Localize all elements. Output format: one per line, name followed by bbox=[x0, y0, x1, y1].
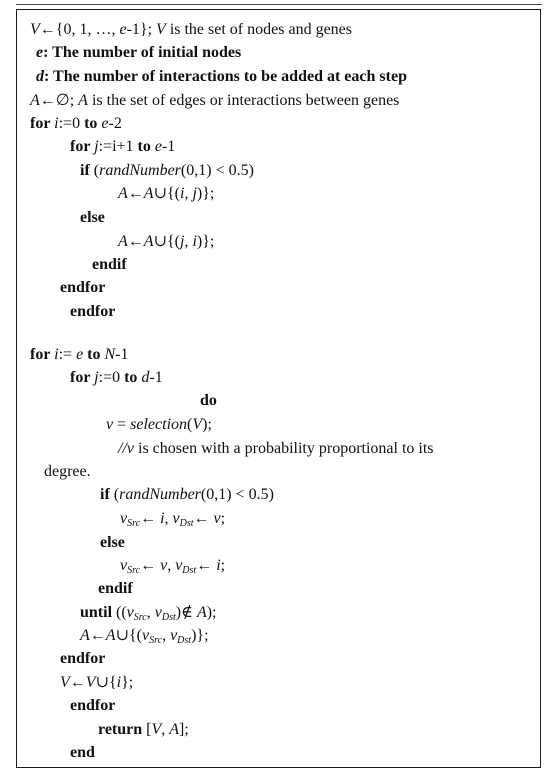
algo-line-20 bbox=[100, 485, 274, 505]
algo-line-8 bbox=[118, 184, 214, 204]
var-i: i bbox=[160, 510, 165, 527]
subscript-src: Src bbox=[149, 635, 163, 646]
text: : The number of interactions to be added at each step bbox=[44, 68, 407, 85]
keyword-endfor: endfor bbox=[60, 279, 106, 296]
text: ; bbox=[220, 557, 226, 574]
algo-line-31 bbox=[70, 743, 95, 763]
text: )}; bbox=[196, 185, 215, 202]
func-selection: selection bbox=[130, 416, 188, 433]
text: )}; bbox=[191, 627, 209, 644]
keyword-for: for bbox=[70, 138, 95, 155]
var-v: V bbox=[156, 21, 166, 38]
keyword-to: to bbox=[84, 115, 102, 132]
algo-line-23 bbox=[120, 556, 225, 576]
text: :=0 bbox=[58, 115, 85, 132]
subscript-src: Src bbox=[127, 518, 141, 529]
text: ]; bbox=[179, 721, 189, 738]
comment-marker: // bbox=[118, 440, 127, 457]
var-i: i bbox=[192, 233, 197, 250]
var-i: i bbox=[216, 557, 221, 574]
text: ∪{ bbox=[95, 674, 117, 691]
text: ← bbox=[140, 510, 161, 527]
algo-line-19 bbox=[44, 462, 91, 482]
var-d: d bbox=[36, 68, 44, 85]
algo-line-29 bbox=[70, 696, 115, 716]
func-randnumber: randNumber bbox=[99, 162, 181, 179]
var-v: v bbox=[154, 604, 162, 621]
text: )}; bbox=[196, 233, 215, 250]
algo-line-27 bbox=[60, 649, 105, 669]
algo-line-16 bbox=[200, 391, 217, 411]
text: : The number of initial nodes bbox=[43, 44, 242, 61]
keyword-endif: endif bbox=[98, 580, 133, 597]
text: , bbox=[164, 510, 173, 527]
keyword-do: do bbox=[200, 392, 217, 409]
text: = bbox=[113, 416, 131, 433]
text: ( bbox=[93, 162, 100, 179]
var-i: i bbox=[179, 185, 185, 202]
text: [ bbox=[146, 721, 152, 738]
var-v: v bbox=[160, 557, 168, 574]
algo-line-24 bbox=[98, 579, 133, 599]
var-j: j bbox=[179, 233, 185, 250]
var-d: d bbox=[141, 369, 150, 386]
text: :=i+1 bbox=[98, 138, 138, 155]
var-i: i bbox=[54, 115, 59, 132]
text: -2 bbox=[108, 115, 122, 132]
text: ; bbox=[220, 510, 226, 527]
algo-line-18 bbox=[118, 439, 434, 459]
text: ← bbox=[127, 185, 144, 202]
subscript-dst: Dst bbox=[182, 565, 197, 576]
text: -1 bbox=[115, 346, 129, 363]
var-e: e bbox=[36, 44, 44, 61]
text: is the set of nodes and genes bbox=[165, 21, 352, 38]
text: -1}; bbox=[126, 21, 157, 38]
var-a: A bbox=[80, 627, 90, 644]
var-i: i bbox=[54, 346, 59, 363]
text: , bbox=[162, 627, 171, 644]
text: , bbox=[167, 557, 176, 574]
algo-line-26 bbox=[80, 626, 209, 646]
text: , bbox=[184, 185, 193, 202]
keyword-return: return bbox=[98, 721, 147, 738]
var-a: A bbox=[30, 92, 40, 109]
var-a: A bbox=[169, 721, 180, 738]
var-a: A bbox=[143, 233, 154, 250]
text: := bbox=[58, 346, 77, 363]
keyword-to: to bbox=[83, 346, 105, 363]
text: ← bbox=[69, 674, 86, 691]
var-v: v bbox=[126, 440, 134, 457]
keyword-endfor: endfor bbox=[60, 650, 106, 667]
text: (( bbox=[116, 604, 127, 621]
var-a: A bbox=[196, 604, 207, 621]
var-a: A bbox=[105, 627, 116, 644]
text: ←∅; bbox=[39, 92, 79, 109]
algo-line-10 bbox=[118, 232, 214, 252]
top-rule bbox=[16, 4, 542, 5]
var-v: v bbox=[106, 416, 114, 433]
subscript-src: Src bbox=[133, 612, 147, 623]
text: ∪{( bbox=[153, 233, 180, 250]
text: , bbox=[161, 721, 170, 738]
algo-line-7 bbox=[80, 161, 254, 181]
algo-line-6 bbox=[70, 137, 175, 157]
algo-line-3 bbox=[36, 67, 407, 87]
var-v: V bbox=[85, 674, 96, 691]
algo-line-17 bbox=[106, 415, 212, 435]
algo-line-21 bbox=[120, 509, 225, 529]
var-a: A bbox=[143, 185, 154, 202]
var-v: v bbox=[120, 557, 128, 574]
algo-line-15 bbox=[70, 368, 163, 388]
keyword-endfor: endfor bbox=[70, 697, 116, 714]
var-i: i bbox=[116, 674, 122, 691]
algo-line-1 bbox=[30, 20, 352, 40]
keyword-for: for bbox=[70, 369, 95, 386]
text: ←{0, 1, …, bbox=[39, 21, 120, 38]
text: (0,1) < 0.5) bbox=[180, 162, 254, 179]
text: ); bbox=[202, 416, 212, 433]
text: ∪{( bbox=[115, 627, 142, 644]
subscript-dst: Dst bbox=[177, 635, 192, 646]
algo-line-12 bbox=[60, 278, 105, 298]
algo-line-9 bbox=[80, 208, 105, 228]
var-v: V bbox=[192, 416, 203, 433]
keyword-else: else bbox=[80, 209, 105, 226]
keyword-until: until bbox=[80, 604, 117, 621]
var-a: A bbox=[78, 92, 88, 109]
var-v: v bbox=[213, 510, 221, 527]
var-a: A bbox=[118, 185, 128, 202]
keyword-to: to bbox=[124, 369, 142, 386]
comment-text: is chosen with a probability proportional to its bbox=[134, 440, 434, 457]
text: , bbox=[146, 604, 155, 621]
text: is the set of edges or interactions between genes bbox=[87, 92, 400, 109]
var-v: V bbox=[30, 21, 40, 38]
comment-text: degree. bbox=[44, 463, 91, 480]
var-v: v bbox=[120, 510, 128, 527]
algo-line-5 bbox=[30, 114, 122, 134]
subscript-dst: Dst bbox=[179, 518, 194, 529]
var-v: V bbox=[60, 674, 70, 691]
algo-line-25 bbox=[80, 603, 217, 623]
text: ← bbox=[140, 557, 161, 574]
keyword-else: else bbox=[100, 534, 125, 551]
subscript-src: Src bbox=[127, 565, 141, 576]
subscript-dst: Dst bbox=[161, 612, 176, 623]
text: ); bbox=[206, 604, 217, 621]
algo-line-4 bbox=[30, 91, 399, 111]
keyword-endif: endif bbox=[92, 256, 127, 273]
var-e: e bbox=[119, 21, 127, 38]
text: }; bbox=[121, 674, 134, 691]
text: -1 bbox=[161, 138, 176, 155]
var-v: v bbox=[170, 627, 178, 644]
var-v: V bbox=[151, 721, 162, 738]
text: ← bbox=[127, 233, 144, 250]
text: ← bbox=[196, 557, 217, 574]
keyword-endfor: endfor bbox=[70, 303, 116, 320]
keyword-for: for bbox=[30, 115, 55, 132]
func-randnumber: randNumber bbox=[119, 486, 201, 503]
var-j: j bbox=[192, 185, 197, 202]
algo-line-30 bbox=[98, 720, 189, 740]
keyword-to: to bbox=[137, 138, 155, 155]
var-v: v bbox=[172, 510, 180, 527]
var-j: j bbox=[94, 138, 99, 155]
var-v: v bbox=[175, 557, 183, 574]
algo-line-11 bbox=[92, 255, 127, 275]
var-e: e bbox=[76, 346, 84, 363]
var-v: v bbox=[126, 604, 134, 621]
algo-line-28 bbox=[60, 673, 133, 693]
algo-line-2 bbox=[36, 43, 241, 63]
keyword-for: for bbox=[30, 346, 55, 363]
text: ( bbox=[113, 486, 120, 503]
text: -1 bbox=[149, 369, 163, 386]
text: )∉ bbox=[175, 604, 197, 621]
var-e: e bbox=[154, 138, 162, 155]
text: (0,1) < 0.5) bbox=[200, 486, 274, 503]
text: ( bbox=[187, 416, 193, 433]
algo-line-14 bbox=[30, 345, 129, 365]
var-n: N bbox=[104, 346, 116, 363]
var-e: e bbox=[101, 115, 109, 132]
text: , bbox=[184, 233, 193, 250]
text: ← bbox=[193, 510, 214, 527]
keyword-end: end bbox=[70, 744, 95, 761]
var-v: v bbox=[141, 627, 150, 644]
keyword-if: if bbox=[80, 162, 94, 179]
text: ∪{( bbox=[153, 185, 180, 202]
var-a: A bbox=[118, 233, 128, 250]
algo-line-22 bbox=[100, 533, 125, 553]
text: :=0 bbox=[98, 369, 125, 386]
keyword-if: if bbox=[100, 486, 114, 503]
algo-line-13 bbox=[70, 302, 115, 322]
var-j: j bbox=[94, 369, 99, 386]
text: ← bbox=[89, 627, 106, 644]
